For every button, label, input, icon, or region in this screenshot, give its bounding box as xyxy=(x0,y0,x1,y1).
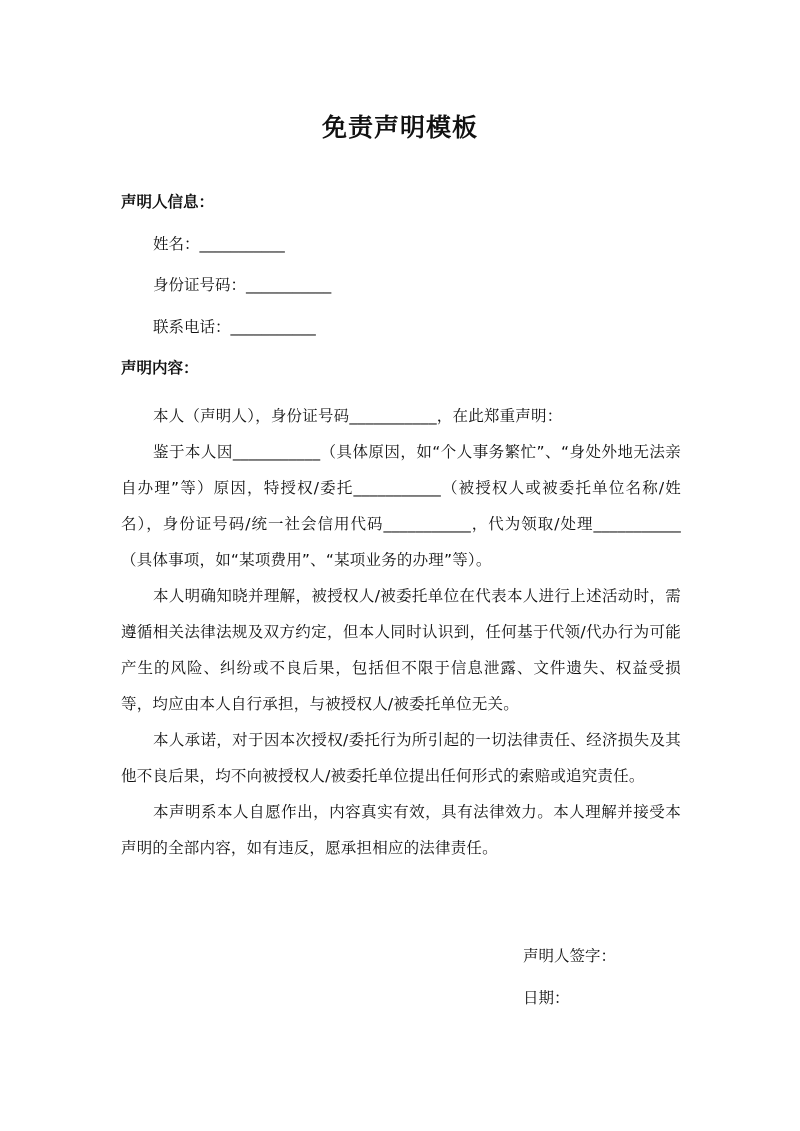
statement-paragraph-2: 鉴于本人因___________（具体原因，如“个人事务繁忙”、“身处外地无法亲自办理”等）原因，特授权/委托___________（被授权人或被委托单位名称/姓名），身份证号码/统一社会信用代码___________，代为领取/处理___________（具体事项，如“某项费用”、“某项业务的办理”等）。 xyxy=(121,443,681,569)
date-label: 日期： xyxy=(523,989,570,1007)
info-heading: 声明人信息： xyxy=(121,193,215,211)
statement-paragraph-3: 本人明确知晓并理解，被授权人/被委托单位在代表本人进行上述活动时，需遵循相关法律法规及双方约定，但本人同时认识到，任何基于代领/代办行为可能产生的风险、纠纷或不良后果，包括但不限于信息泄露、文件遗失、权益受损等，均应由本人自行承担，与被授权人/被委托单位无关。 xyxy=(121,587,681,713)
id-number-field: 身份证号码：___________ xyxy=(153,276,332,294)
phone-field: 联系电话：___________ xyxy=(153,318,316,336)
name-field: 姓名：___________ xyxy=(153,235,285,253)
content-heading: 声明内容： xyxy=(121,359,199,377)
statement-body xyxy=(121,398,681,866)
document-title: 免责声明模板 xyxy=(321,113,478,142)
signature-label: 声明人签字： xyxy=(523,947,617,965)
statement-paragraph-1: 本人（声明人），身份证号码___________，在此郑重声明： xyxy=(153,407,563,425)
statement-paragraph-5: 本声明系本人自愿作出，内容真实有效，具有法律效力。本人理解并接受本声明的全部内容，如有违反，愿承担相应的法律责任。 xyxy=(121,803,681,857)
statement-paragraph-4: 本人承诺，对于因本次授权/委托行为所引起的一切法律责任、经济损失及其他不良后果，均不向被授权人/被委托单位提出任何形式的索赔或追究责任。 xyxy=(121,731,681,785)
